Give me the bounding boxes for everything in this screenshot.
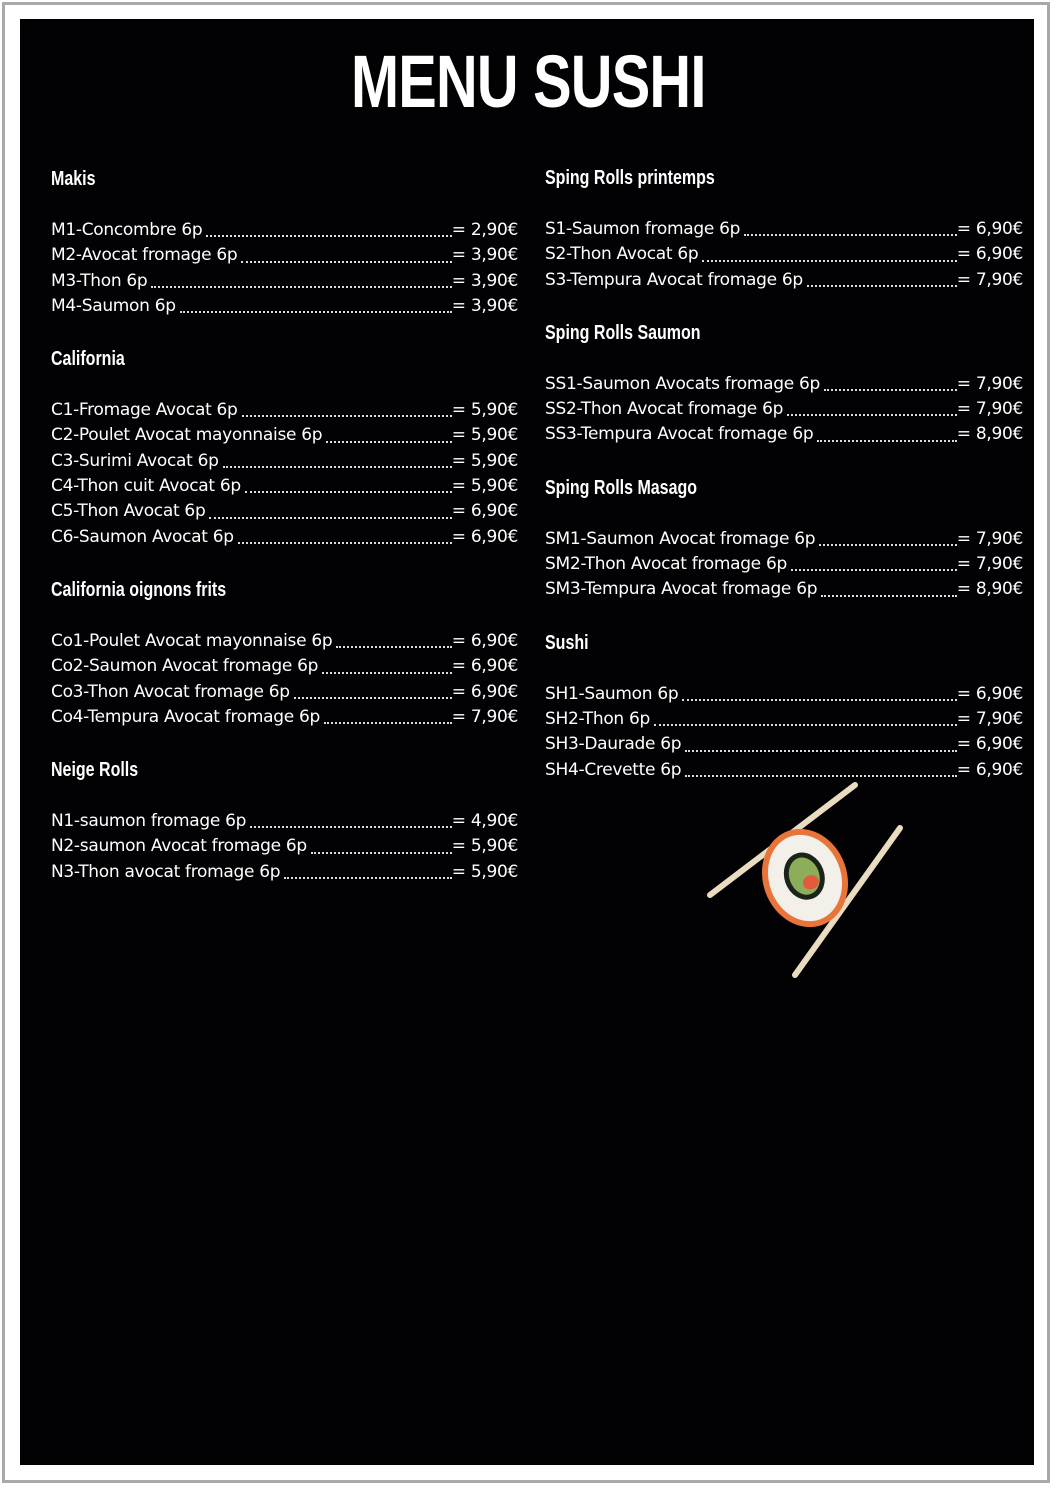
item-price: = 5,90€	[451, 450, 518, 471]
menu-item	[51, 243, 518, 268]
section-heading	[545, 476, 1023, 501]
menu-item	[51, 398, 518, 423]
item-price: = 6,90€	[451, 630, 518, 651]
section-heading	[51, 347, 518, 372]
menu-item	[545, 577, 1023, 602]
menu-item	[545, 682, 1023, 707]
item-name: Co4-Tempura Avocat fromage 6p	[51, 706, 321, 727]
item-price: = 7,90€	[956, 528, 1023, 549]
item-name: SS3-Tempura Avocat fromage 6p	[545, 424, 814, 445]
section-heading-text: California	[51, 348, 125, 371]
item-name: S3-Tempura Avocat fromage 6p	[545, 269, 803, 290]
dot-leader	[242, 415, 452, 417]
dot-leader	[682, 699, 956, 701]
dot-leader	[817, 440, 956, 442]
item-name: C6-Saumon Avocat 6p	[51, 526, 234, 547]
menu-section	[51, 167, 518, 319]
item-name: Co3-Thon Avocat fromage 6p	[51, 681, 290, 702]
section-heading	[545, 321, 1023, 346]
item-price: = 3,90€	[451, 270, 518, 291]
item-price: = 5,90€	[451, 476, 518, 497]
dot-leader	[180, 311, 452, 313]
item-price: = 7,90€	[956, 269, 1023, 290]
item-price: = 8,90€	[956, 424, 1023, 445]
menu-item	[51, 269, 518, 294]
left-column	[51, 167, 518, 913]
item-price: = 6,90€	[451, 656, 518, 677]
item-name: SH3-Daurade 6p	[545, 734, 682, 755]
dot-leader	[311, 852, 452, 854]
section-heading-text: Neige Rolls	[51, 759, 139, 782]
section-heading	[51, 578, 518, 603]
item-name: SM2-Thon Avocat fromage 6p	[545, 554, 787, 575]
item-name: SM1-Saumon Avocat fromage 6p	[545, 528, 816, 549]
menu-item	[545, 552, 1023, 577]
item-price: = 5,90€	[451, 425, 518, 446]
dot-leader	[326, 441, 452, 443]
menu-item	[545, 397, 1023, 422]
item-name: SH2-Thon 6p	[545, 708, 651, 729]
menu-item	[545, 268, 1023, 293]
dot-leader	[791, 569, 957, 571]
item-name: Co2-Saumon Avocat fromage 6p	[51, 656, 319, 677]
menu-section	[545, 321, 1023, 448]
section-heading-text: Sushi	[545, 631, 589, 654]
section-heading	[545, 166, 1023, 191]
item-name: SH4-Crevette 6p	[545, 759, 682, 780]
menu-section	[51, 758, 518, 885]
menu-item	[51, 654, 518, 679]
dot-leader	[821, 595, 957, 597]
item-name: C1-Fromage Avocat 6p	[51, 400, 238, 421]
dot-leader	[284, 877, 451, 879]
menu-item	[51, 834, 518, 859]
dot-leader	[206, 235, 451, 237]
section-heading	[51, 758, 518, 783]
dot-leader	[685, 775, 956, 777]
section-heading-text: California oignons frits	[51, 578, 227, 601]
dot-leader	[702, 260, 956, 262]
dot-leader	[819, 544, 956, 546]
menu-section	[51, 578, 518, 730]
item-name: M4-Saumon 6p	[51, 295, 176, 316]
menu-item	[545, 242, 1023, 267]
item-name: N2-saumon Avocat fromage 6p	[51, 836, 307, 857]
menu-item	[545, 527, 1023, 552]
dot-leader	[250, 826, 452, 828]
dot-leader	[245, 491, 452, 493]
right-column	[545, 166, 1023, 811]
item-price: = 6,90€	[451, 681, 518, 702]
dot-leader	[807, 285, 957, 287]
item-price: = 7,90€	[956, 399, 1023, 420]
item-price: = 7,90€	[956, 708, 1023, 729]
item-price: = 6,90€	[956, 759, 1023, 780]
item-price: = 7,90€	[956, 554, 1023, 575]
menu-item	[545, 217, 1023, 242]
dot-leader	[824, 389, 957, 391]
item-price: = 2,90€	[451, 220, 518, 240]
item-name: Co1-Poulet Avocat mayonnaise 6p	[51, 630, 333, 651]
section-heading	[51, 167, 518, 192]
item-price: = 4,90€	[451, 811, 518, 832]
item-price: = 8,90€	[956, 579, 1023, 600]
item-name: M2-Avocat fromage 6p	[51, 245, 238, 266]
item-name: S2-Thon Avocat 6p	[545, 244, 699, 265]
menu-item	[545, 372, 1023, 397]
menu-item	[51, 423, 518, 448]
menu-item	[51, 705, 518, 730]
item-price: = 6,90€	[956, 734, 1023, 755]
item-name: SH1-Saumon 6p	[545, 683, 679, 704]
menu-item	[51, 449, 518, 474]
dot-leader	[324, 722, 452, 724]
item-name: C5-Thon Avocat 6p	[51, 501, 206, 522]
dot-leader	[223, 466, 452, 468]
menu-section	[545, 476, 1023, 603]
menu-item	[545, 422, 1023, 447]
menu-title-text: MENU SUSHI	[350, 40, 706, 123]
item-price: = 7,90€	[956, 373, 1023, 394]
section-heading-text: Makis	[51, 168, 96, 190]
item-name: S1-Saumon fromage 6p	[545, 219, 741, 239]
menu-title	[0, 38, 1056, 126]
menu-item	[51, 294, 518, 319]
menu-item	[51, 218, 518, 243]
menu-section	[545, 166, 1023, 293]
dot-leader	[336, 646, 451, 648]
item-price: = 3,90€	[451, 245, 518, 266]
section-heading-text: Sping Rolls Masago	[545, 476, 698, 499]
dot-leader	[685, 750, 957, 752]
item-price: = 6,90€	[451, 501, 518, 522]
menu-item	[51, 629, 518, 654]
menu-item	[545, 707, 1023, 732]
menu-item	[51, 680, 518, 705]
item-price: = 6,90€	[956, 244, 1023, 265]
menu-item	[51, 499, 518, 524]
menu-item	[51, 809, 518, 834]
item-name: C4-Thon cuit Avocat 6p	[51, 476, 241, 497]
item-price: = 5,90€	[451, 861, 518, 882]
menu-section	[51, 347, 518, 550]
item-name: SM3-Tempura Avocat fromage 6p	[545, 579, 818, 600]
item-name: SS1-Saumon Avocats fromage 6p	[545, 373, 820, 394]
item-name: C3-Surimi Avocat 6p	[51, 450, 219, 471]
sushi-roll-chopsticks-image	[705, 780, 905, 980]
item-price: = 3,90€	[451, 295, 518, 316]
item-price: = 6,90€	[451, 526, 518, 547]
menu-item	[545, 732, 1023, 757]
item-price: = 5,90€	[451, 836, 518, 857]
item-name: N1-saumon fromage 6p	[51, 811, 247, 832]
item-price: = 7,90€	[451, 706, 518, 727]
section-heading-text: Sping Rolls printemps	[545, 167, 715, 189]
item-name: N3-Thon avocat fromage 6p	[51, 861, 281, 882]
item-name: M3-Thon 6p	[51, 270, 148, 291]
item-price: = 5,90€	[451, 400, 518, 421]
dot-leader	[654, 724, 957, 726]
dot-leader	[744, 234, 957, 236]
dot-leader	[151, 286, 451, 288]
item-price: = 6,90€	[956, 683, 1023, 704]
dot-leader	[322, 672, 452, 674]
item-name: SS2-Thon Avocat fromage 6p	[545, 399, 784, 420]
dot-leader	[209, 517, 451, 519]
menu-item	[51, 860, 518, 885]
item-price: = 6,90€	[956, 219, 1023, 239]
dot-leader	[294, 697, 452, 699]
dot-leader	[238, 542, 452, 544]
section-heading-text: Sping Rolls Saumon	[545, 321, 701, 344]
item-name: C2-Poulet Avocat mayonnaise 6p	[51, 425, 323, 446]
menu-section	[545, 631, 1023, 783]
dot-leader	[241, 261, 451, 263]
dot-leader	[787, 414, 957, 416]
menu-item	[51, 474, 518, 499]
item-name: M1-Concombre 6p	[51, 220, 203, 240]
section-heading	[545, 631, 1023, 656]
menu-item	[51, 525, 518, 550]
